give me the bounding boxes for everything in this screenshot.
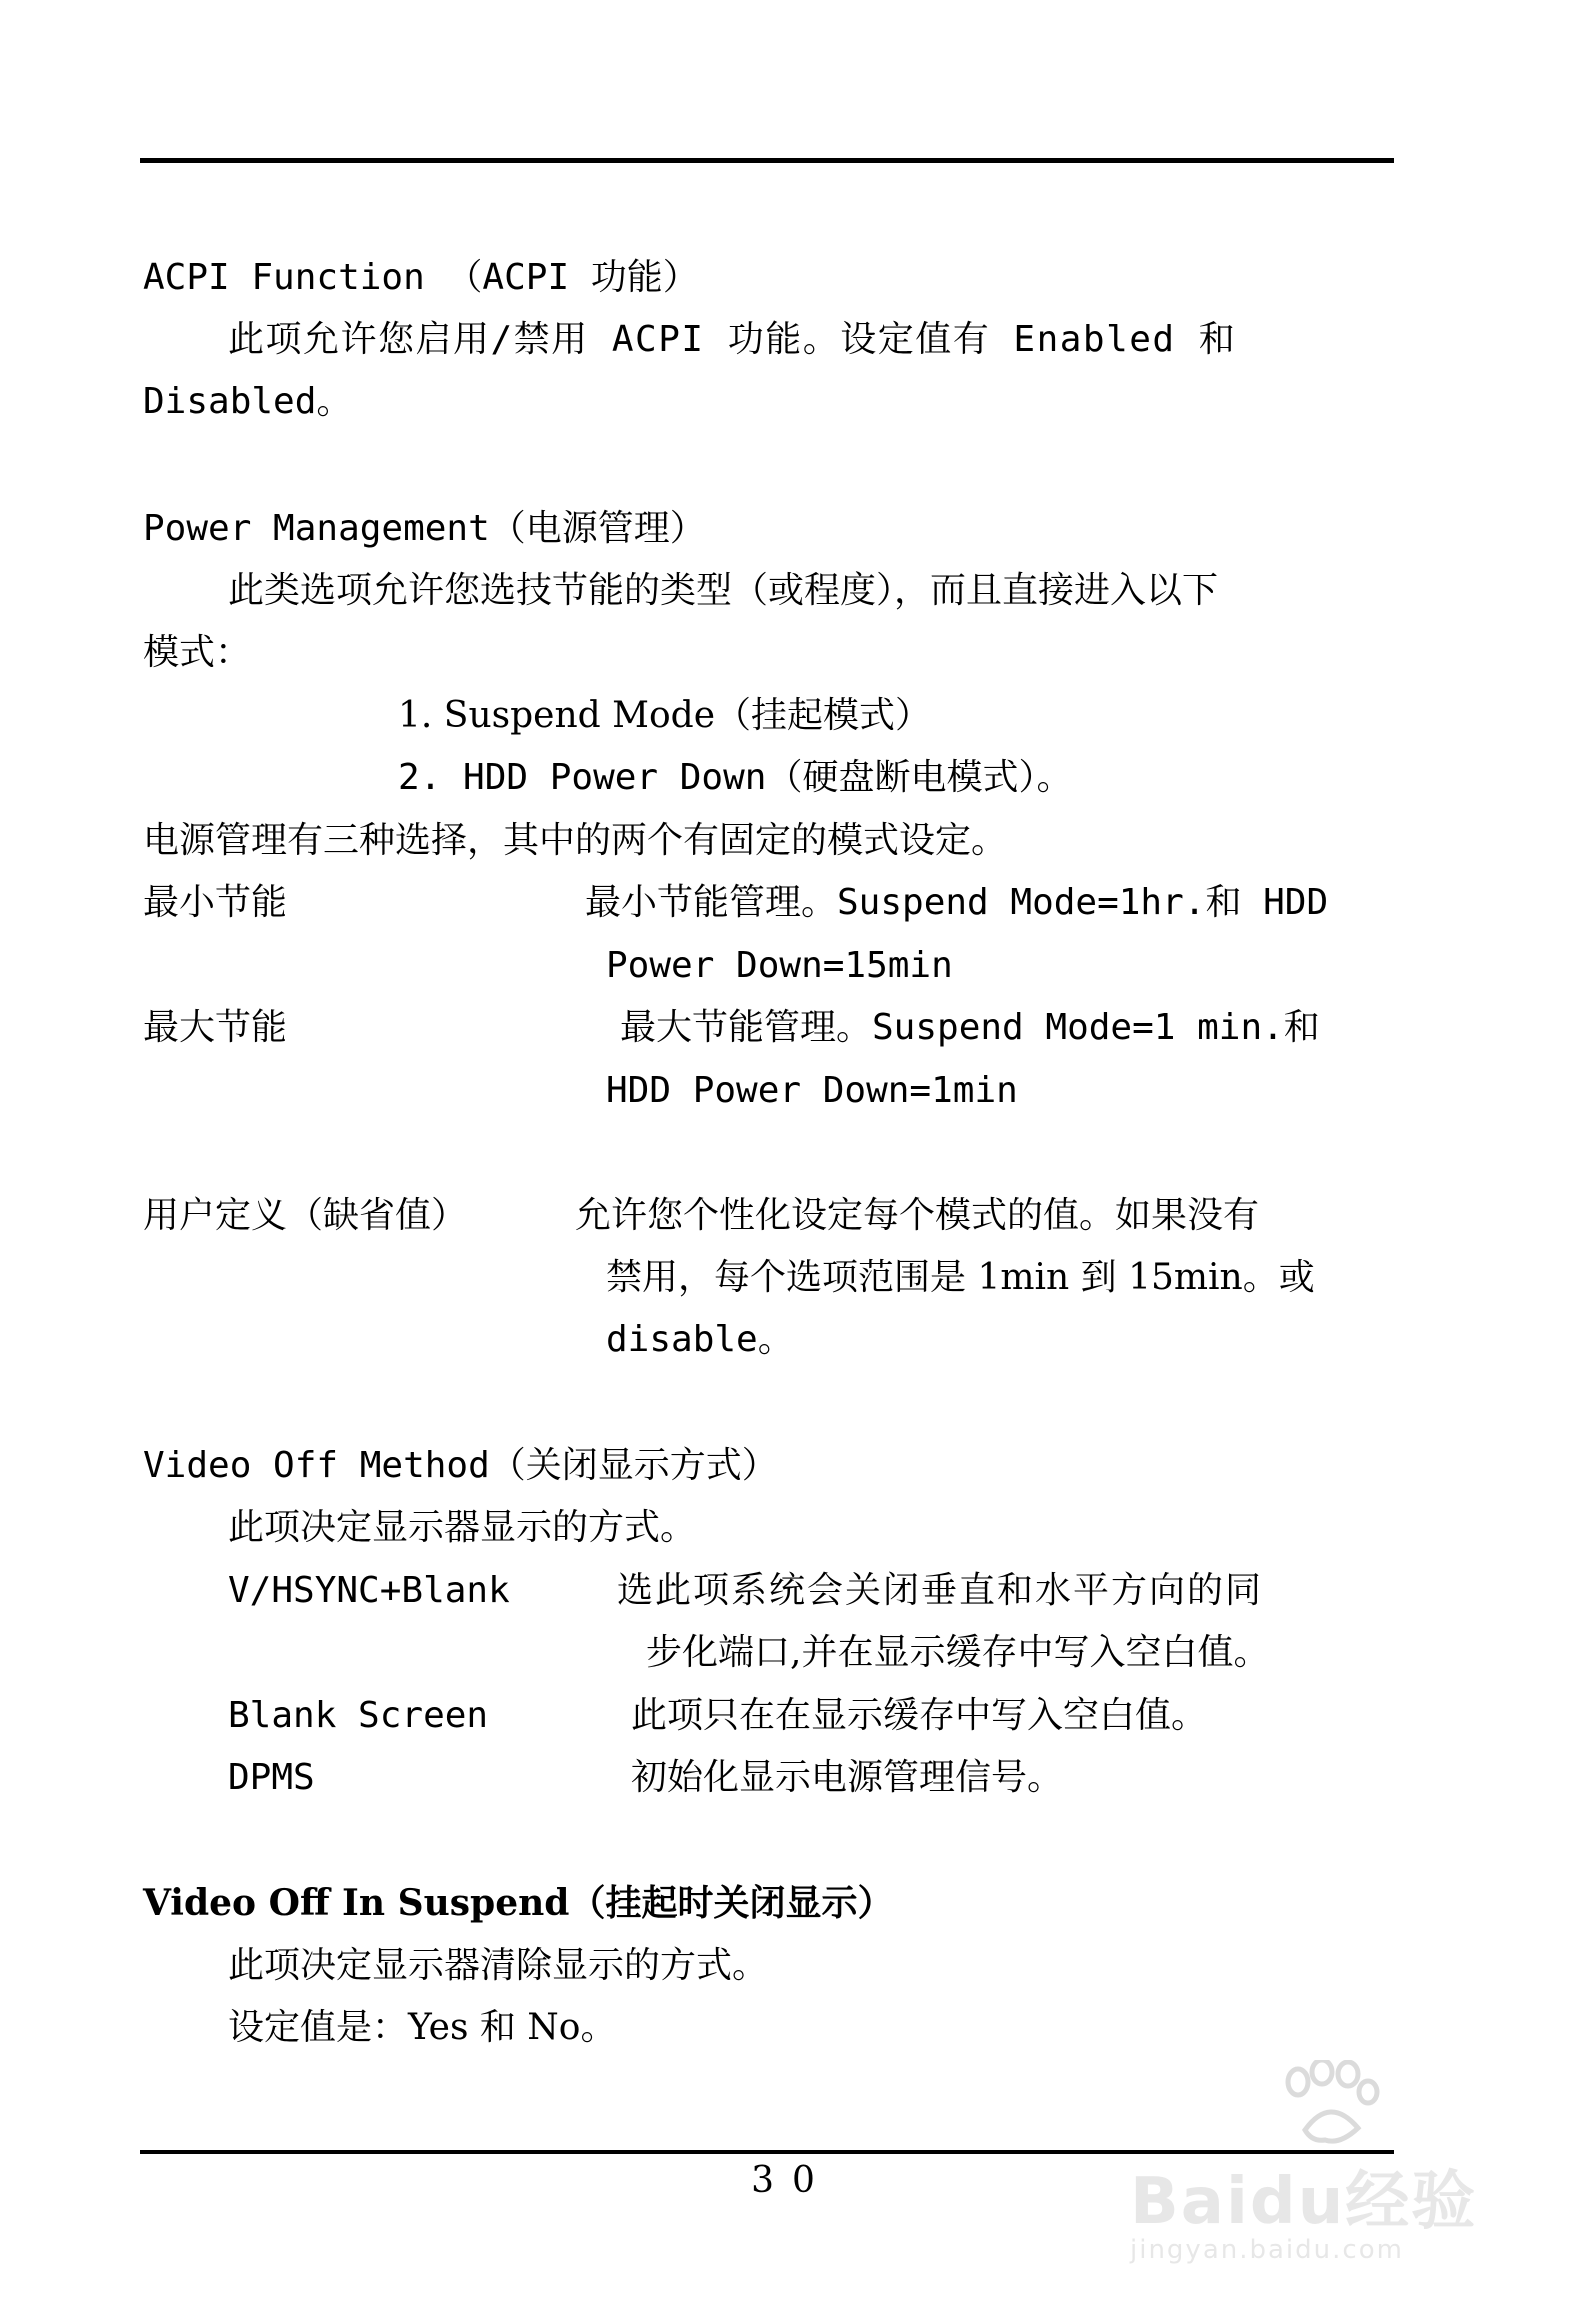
page-number: 30 <box>751 2160 833 2201</box>
min-desc-1: 最小节能管理。Suspend Mode=1hr.和 HDD <box>585 882 1329 923</box>
opt3-desc: 初始化显示电源管理信号。 <box>631 1757 1064 1798</box>
min-label: 最小节能 <box>143 882 288 923</box>
power-item-2: 2. HDD Power Down（硬盘断电模式）。 <box>398 757 1073 798</box>
opt2-desc: 此项只在在显示缓存中写入空白值。 <box>631 1695 1208 1736</box>
video-suspend-line-1: 此项决定显示器清除显示的方式。 <box>228 1945 769 1986</box>
video-off-line-1: 此项决定显示器显示的方式。 <box>228 1507 697 1548</box>
opt1-desc-2: 步化端口,并在显示缓存中写入空白值。 <box>646 1632 1270 1673</box>
user-label: 用户定义（缺省值） <box>143 1195 468 1236</box>
video-suspend-line-2: 设定值是：Yes 和 No。 <box>228 2007 617 2048</box>
power-line-3: 电源管理有三种选择，其中的两个有固定的模式设定。 <box>143 820 1008 861</box>
power-item-1: 1. Suspend Mode（挂起模式） <box>398 695 932 736</box>
opt3-label: DPMS <box>228 1757 315 1798</box>
opt2-label: Blank Screen <box>228 1695 489 1736</box>
power-line-1: 此类选项允许您选技节能的类型（或程度），而且直接进入以下 <box>228 570 1219 611</box>
max-desc-1: 最大节能管理。Suspend Mode=1 min.和 <box>620 1007 1320 1048</box>
top-rule <box>140 158 1394 163</box>
paw-icon <box>1270 2060 1390 2150</box>
video-off-heading: Video Off Method（关闭显示方式） <box>143 1445 778 1486</box>
power-line-2: 模式： <box>143 632 252 673</box>
min-desc-2: Power Down=15min <box>606 945 953 986</box>
opt1-label: V/HSYNC+Blank <box>228 1570 510 1611</box>
max-desc-2: HDD Power Down=1min <box>606 1070 1018 1111</box>
max-label: 最大节能 <box>143 1007 288 1048</box>
user-desc-3: disable。 <box>606 1319 794 1360</box>
acpi-heading: ACPI Function （ACPI 功能） <box>143 257 699 298</box>
watermark-logo: Baidu经验 <box>1130 2165 1478 2239</box>
user-desc-1: 允许您个性化设定每个模式的值。如果没有 <box>575 1195 1260 1236</box>
acpi-line-1: 此项允许您启用/禁用 ACPI 功能。设定值有 Enabled 和 <box>228 319 1237 360</box>
user-desc-2: 禁用，每个选项范围是 1min 到 15min。或 <box>606 1257 1315 1298</box>
opt1-desc-1: 选此项系统会关闭垂直和水平方向的同 <box>617 1570 1264 1611</box>
acpi-line-2: Disabled。 <box>143 381 353 422</box>
video-suspend-heading: Video Off In Suspend（挂起时关闭显示） <box>143 1882 894 1924</box>
watermark-url: jingyan.baidu.com <box>1130 2235 1404 2265</box>
baidu-watermark <box>1120 2060 1500 2280</box>
power-heading: Power Management（电源管理） <box>143 508 706 549</box>
